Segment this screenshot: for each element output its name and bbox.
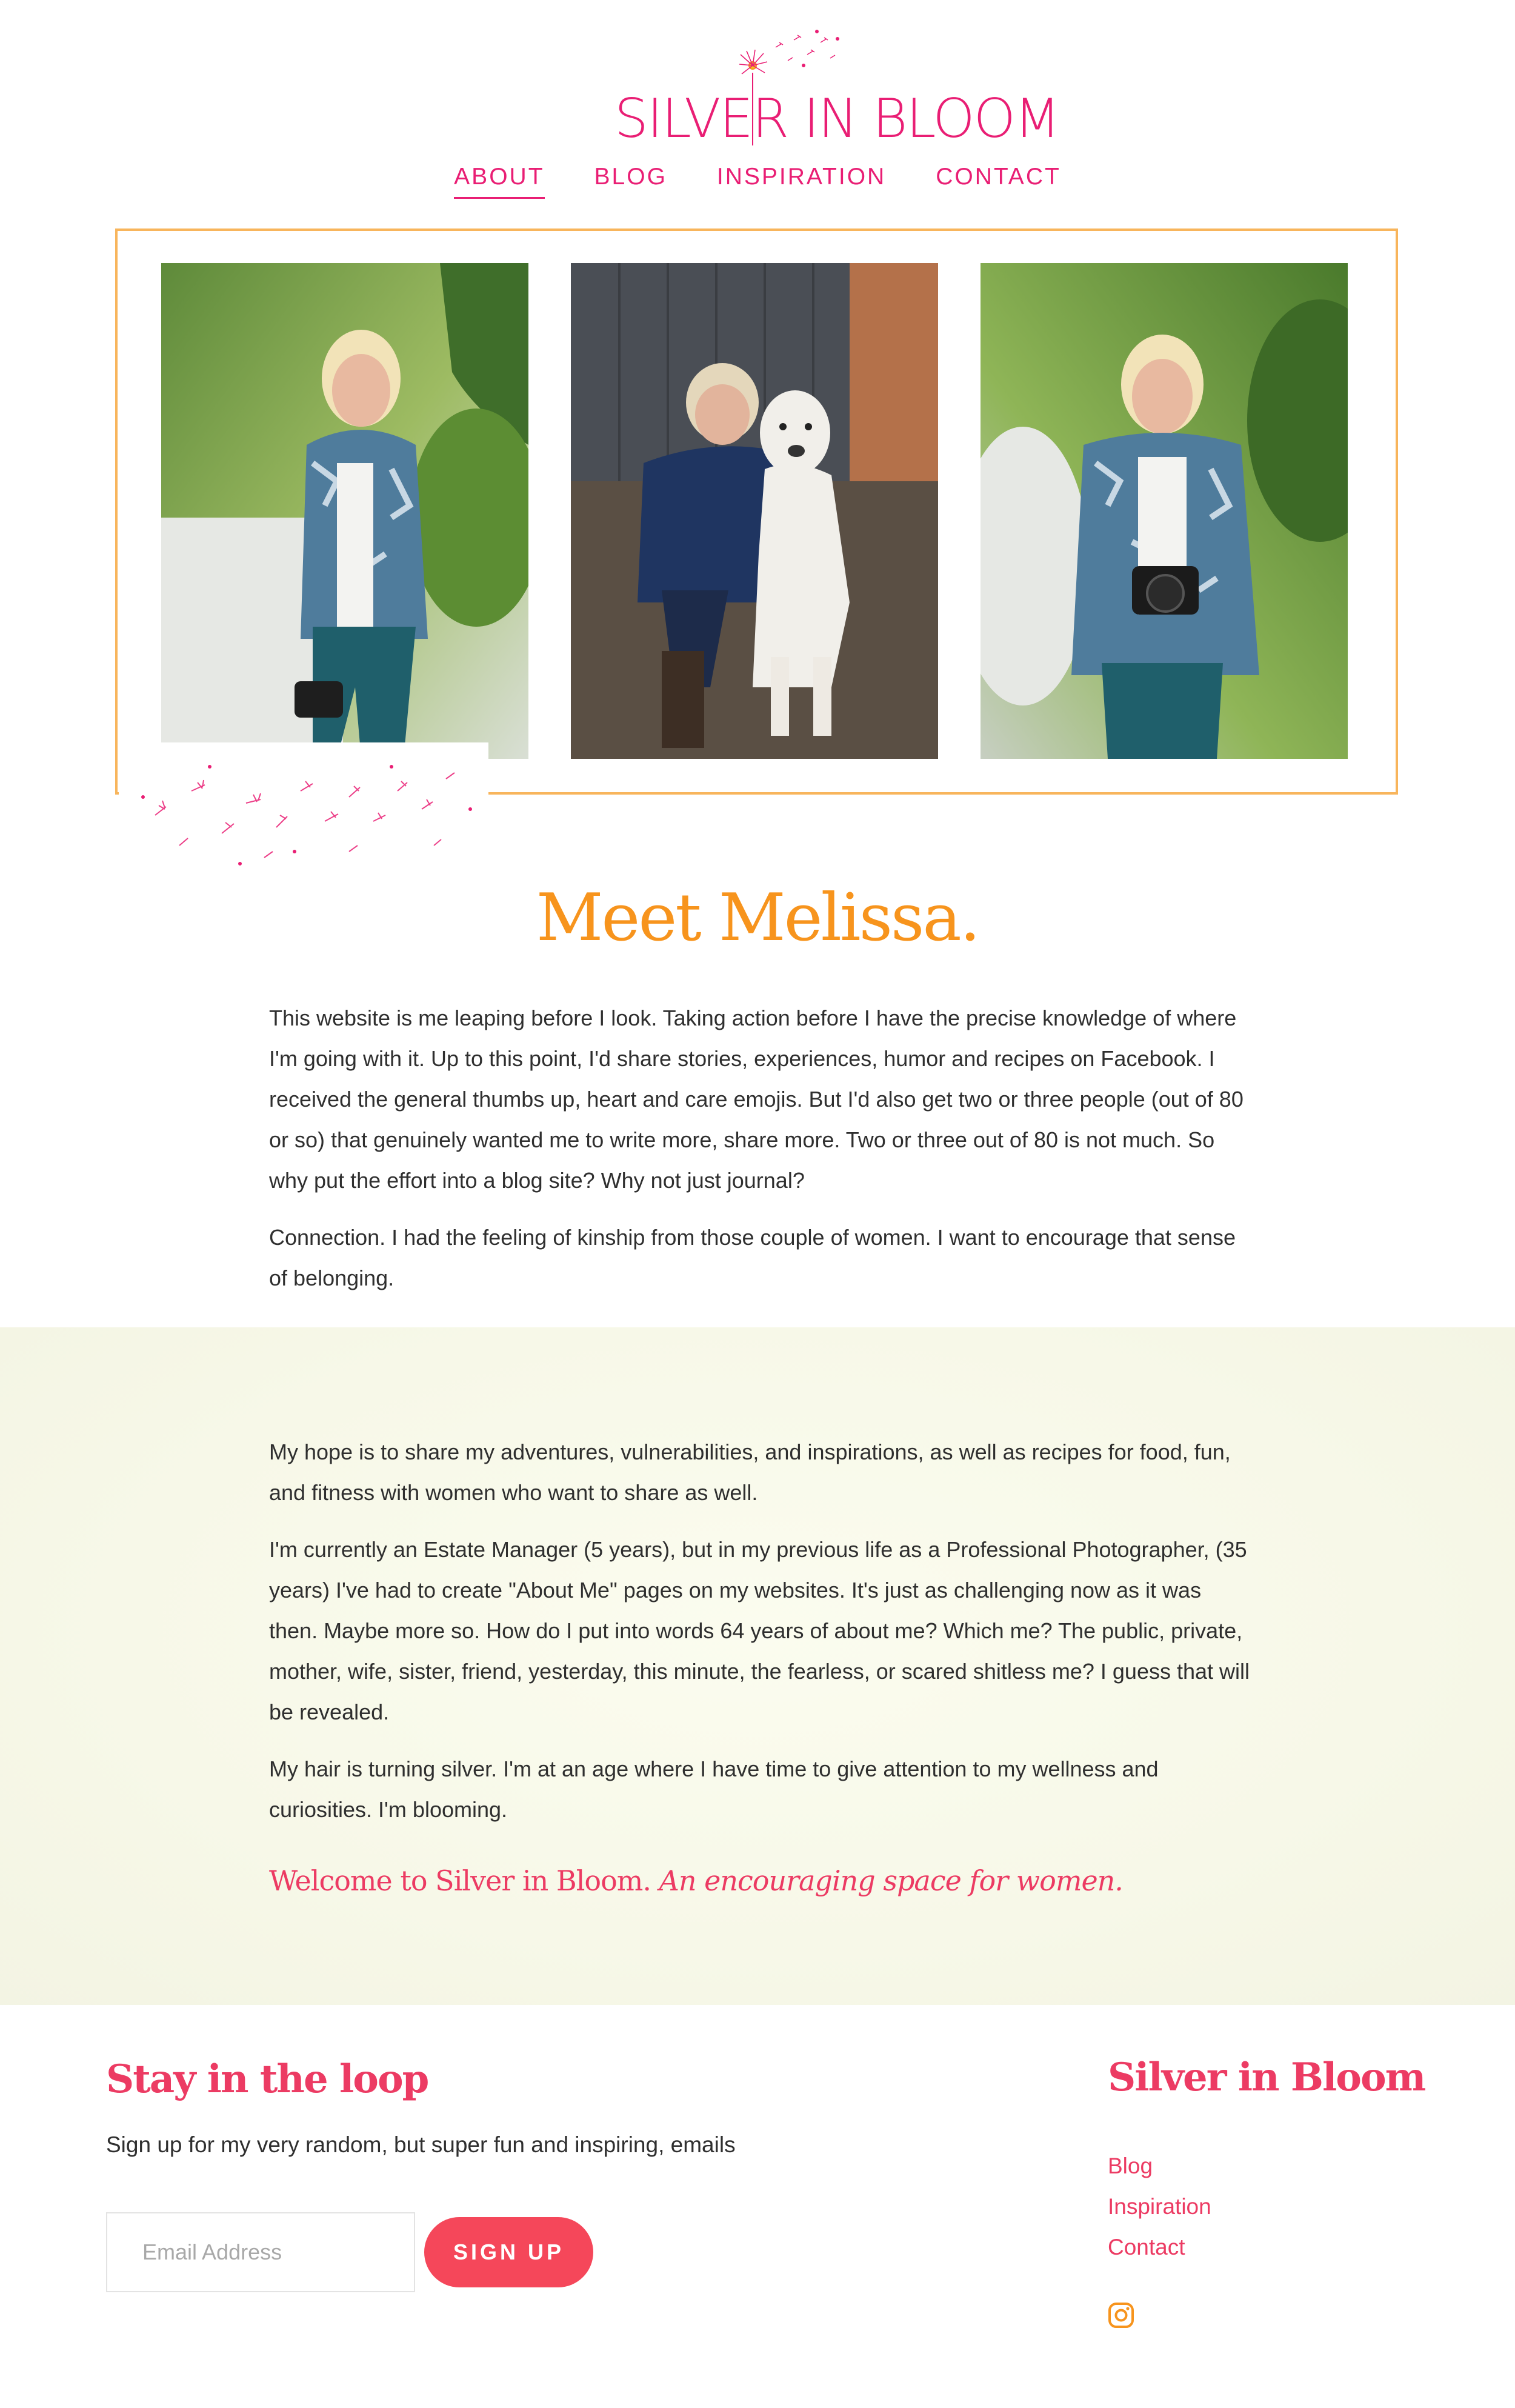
story-paragraph: My hope is to share my adventures, vulnerabilities, and inspirations, as well as recipes for food, fun, and fitness with women who want to share as well. (269, 1439, 1231, 1505)
site-logo[interactable] (612, 24, 1059, 152)
nav-item-blog[interactable]: BLOG (594, 164, 667, 190)
newsletter-title: Stay in the loop (106, 2056, 428, 2102)
newsletter-subtitle: Sign up for my very random, but super fun and inspiring, emails (106, 2132, 736, 2157)
story-text (269, 1432, 1251, 1846)
page-title: Meet Melissa. (536, 880, 979, 956)
nav-item-inspiration[interactable]: INSPIRATION (716, 164, 887, 190)
dandelion-seeds-decoration (119, 742, 488, 876)
story-paragraph: I'm currently an Estate Manager (5 years), but in my previous life as a Professional Photographer, (35 years) I've had to create "About Me" pages on my websites. It's just as challenging now as it was then. Maybe more so. How do I put into words 64 years of about me? Which me? The public, private, mother, wife, sister, friend, yesterday, this minute, the fearless, or scared shitless me? I guess that will be revealed. (269, 1537, 1250, 1724)
nav-item-about[interactable]: ABOUT (454, 159, 544, 195)
site-header (0, 0, 1515, 206)
welcome-tagline (269, 1864, 1123, 1897)
intro-paragraph: This website is me leaping before I look. Taking action before I have the precise knowledge of where I'm going with it. Up to this point, I'd share stories, experiences, humor and recipes on Facebook. I received the general thumbs up, heart and care emojis. But I'd also get two or three people (out of 80 or so) that genuinely wanted me to write more, share more. Two or three out of 80 is not much. So why put the effort into a blog site? Why not just journal? (269, 1006, 1244, 1193)
logo-text: SILVER IN BLOOM (614, 87, 1059, 150)
main-nav (0, 159, 1515, 201)
footer-brand-title: Silver in Bloom (1108, 2055, 1425, 2100)
email-field[interactable] (106, 2212, 415, 2292)
nav-item-contact[interactable]: CONTACT (936, 164, 1061, 190)
story-paragraph: My hair is turning silver. I'm at an age where I have time to give attention to my wellness and curiosities. I'm blooming. (269, 1756, 1159, 1822)
intro-paragraph: Connection. I had the feeling of kinship from those couple of women. I want to encourage that sense of belonging. (269, 1225, 1236, 1290)
instagram-icon[interactable] (1108, 2302, 1134, 2329)
footer-link-contact[interactable]: Contact (1108, 2235, 1185, 2260)
photo-woman-hugging-white-dog (571, 263, 938, 759)
welcome-italic: An encouraging space for women. (659, 1864, 1123, 1897)
footer-link-inspiration[interactable]: Inspiration (1108, 2194, 1211, 2219)
sign-up-button[interactable]: SIGN UP (424, 2217, 593, 2287)
footer-link-blog[interactable]: Blog (1108, 2153, 1153, 2178)
footer-nav (1108, 2146, 1211, 2267)
welcome-plain: Welcome to Silver in Bloom. (269, 1864, 659, 1897)
photo-woman-with-camera-walking (161, 263, 528, 759)
site-footer (0, 2005, 1515, 2408)
intro-text (269, 998, 1251, 1315)
photo-woman-holding-camera (981, 263, 1348, 759)
